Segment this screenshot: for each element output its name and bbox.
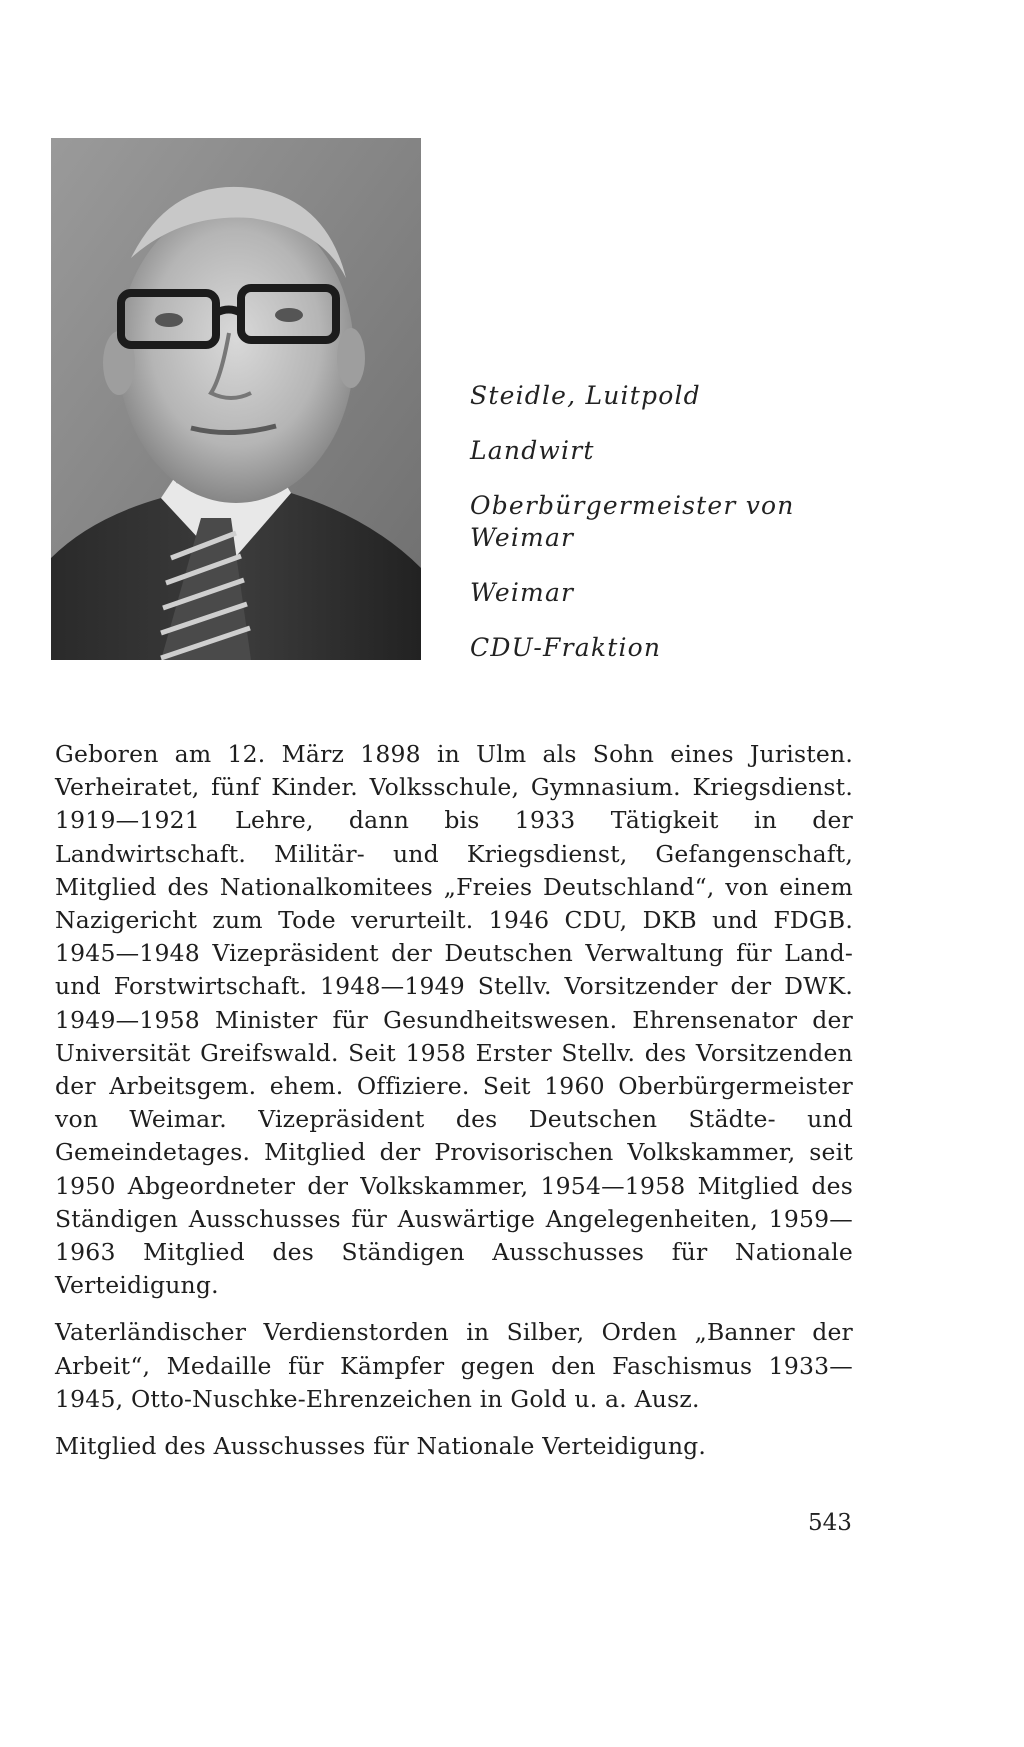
committee-paragraph: Mitglied des Ausschusses für Nationale Verteidigung. <box>55 1432 707 1461</box>
awards-paragraph: Vaterländischer Verdienstorden in Silber, Orden „Banner der Arbeit“, Medaille für Kämpfer gegen den Faschismus 1933—1945, Otto-Nuschke-Ehrenzeichen in Gold u. a. Ausz. <box>55 1318 853 1413</box>
person-caption <box>470 380 850 687</box>
portrait-photo <box>51 138 421 660</box>
person-constituency: Weimar <box>470 578 575 607</box>
person-name: Steidle, Luitpold <box>470 381 701 410</box>
biography <box>55 738 853 1477</box>
portrait-image <box>51 138 421 660</box>
biography-paragraph: Geboren am 12. März 1898 in Ulm als Sohn eines Juristen. Verheiratet, fünf Kinder. Volksschule, Gymnasium. Kriegsdienst. 1919—1921 Lehre, dann bis 1933 Tätigkeit in der Landwirtschaft. Militär- und Kriegsdienst, Gefangenschaft, Mitglied des Nationalkomitees „Freies Deutschland“, von einem Nazigericht zum Tode verurteilt. 1946 CDU, DKB und FDGB. 1945—1948 Vizepräsident der Deutschen Verwaltung für Land- und Forstwirtschaft. 1948—1949 Stellv. Vorsitzender der DWK. 1949—1958 Minister für Gesundheitswesen. Ehrensenator der Universität Greifswald. Seit 1958 Erster Stellv. des Vorsitzenden der Arbeitsgem. ehem. Offiziere. Seit 1960 Oberbürgermeister von Weimar. Vizepräsident des Deutschen Städte- und Gemeindetages. Mitglied der Provisorischen Volkskammer, seit 1950 Abgeordneter der Volkskammer, 1954—1958 Mitglied des Ständigen Ausschusses für Auswärtige Angelegenheiten, 1959—1963 Mitglied des Ständigen Ausschusses für Nationale Verteidigung. <box>55 740 853 1300</box>
person-faction: CDU-Fraktion <box>470 633 662 662</box>
page-number: 543 <box>808 1510 852 1536</box>
person-position: Oberbürgermeister von Weimar <box>470 491 795 552</box>
person-profession: Landwirt <box>470 436 595 465</box>
